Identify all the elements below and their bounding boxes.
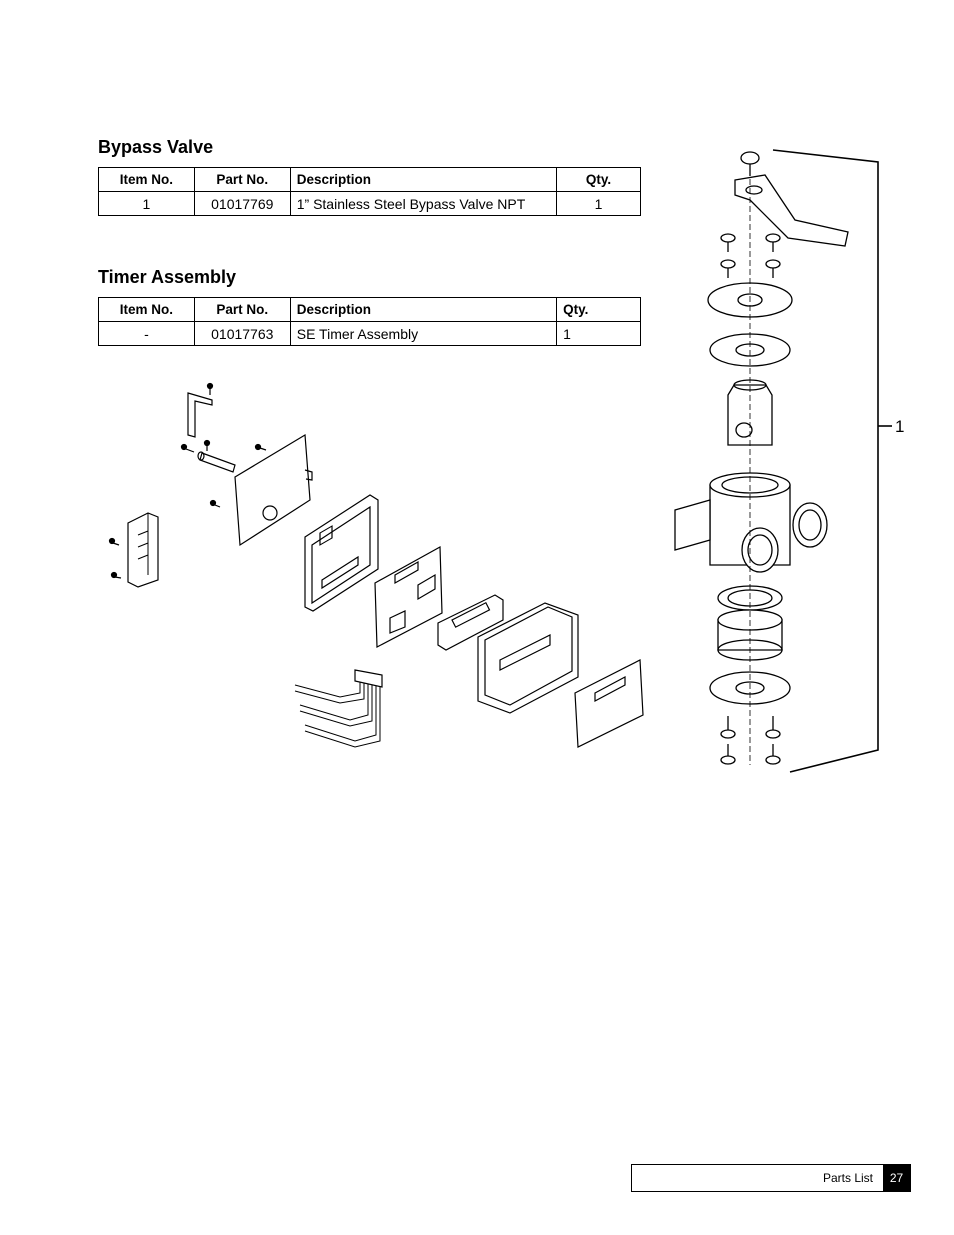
page-number: 27: [883, 1165, 910, 1191]
footer-section-label: Parts List: [822, 1171, 873, 1185]
table-row: [99, 192, 641, 216]
column-header-part: Part No.: [194, 168, 290, 192]
column-header-qty: Qty.: [557, 168, 641, 192]
cell-part: 01017763: [194, 322, 290, 346]
cell-qty: 1: [557, 322, 641, 346]
timer-assembly-title: Timer Assembly: [98, 267, 237, 287]
column-header-description: Description: [290, 298, 556, 322]
cell-description: 1” Stainless Steel Bypass Valve NPT: [290, 192, 556, 216]
bypass-valve-title: Bypass Valve: [98, 137, 214, 157]
cell-item: -: [99, 322, 195, 346]
table-header-row: [99, 298, 641, 322]
timer-assembly-table: [98, 297, 641, 346]
column-header-item: Item No.: [99, 298, 195, 322]
page-footer: [631, 1164, 911, 1192]
column-header-qty: Qty.: [557, 298, 641, 322]
cell-description: SE Timer Assembly: [290, 322, 556, 346]
timer-assembly-diagram: [100, 375, 645, 760]
bypass-valve-diagram: [670, 140, 915, 780]
column-header-item: Item No.: [99, 168, 195, 192]
bypass-valve-table: [98, 167, 641, 216]
cell-part: 01017769: [194, 192, 290, 216]
column-header-part: Part No.: [194, 298, 290, 322]
screw-icon: [721, 234, 780, 278]
cell-qty: 1: [557, 192, 641, 216]
column-header-description: Description: [290, 168, 556, 192]
table-row: [99, 322, 641, 346]
cell-item: 1: [99, 192, 195, 216]
screw-icon: [721, 716, 780, 764]
callout-label: 1: [895, 417, 905, 436]
table-header-row: [99, 168, 641, 192]
